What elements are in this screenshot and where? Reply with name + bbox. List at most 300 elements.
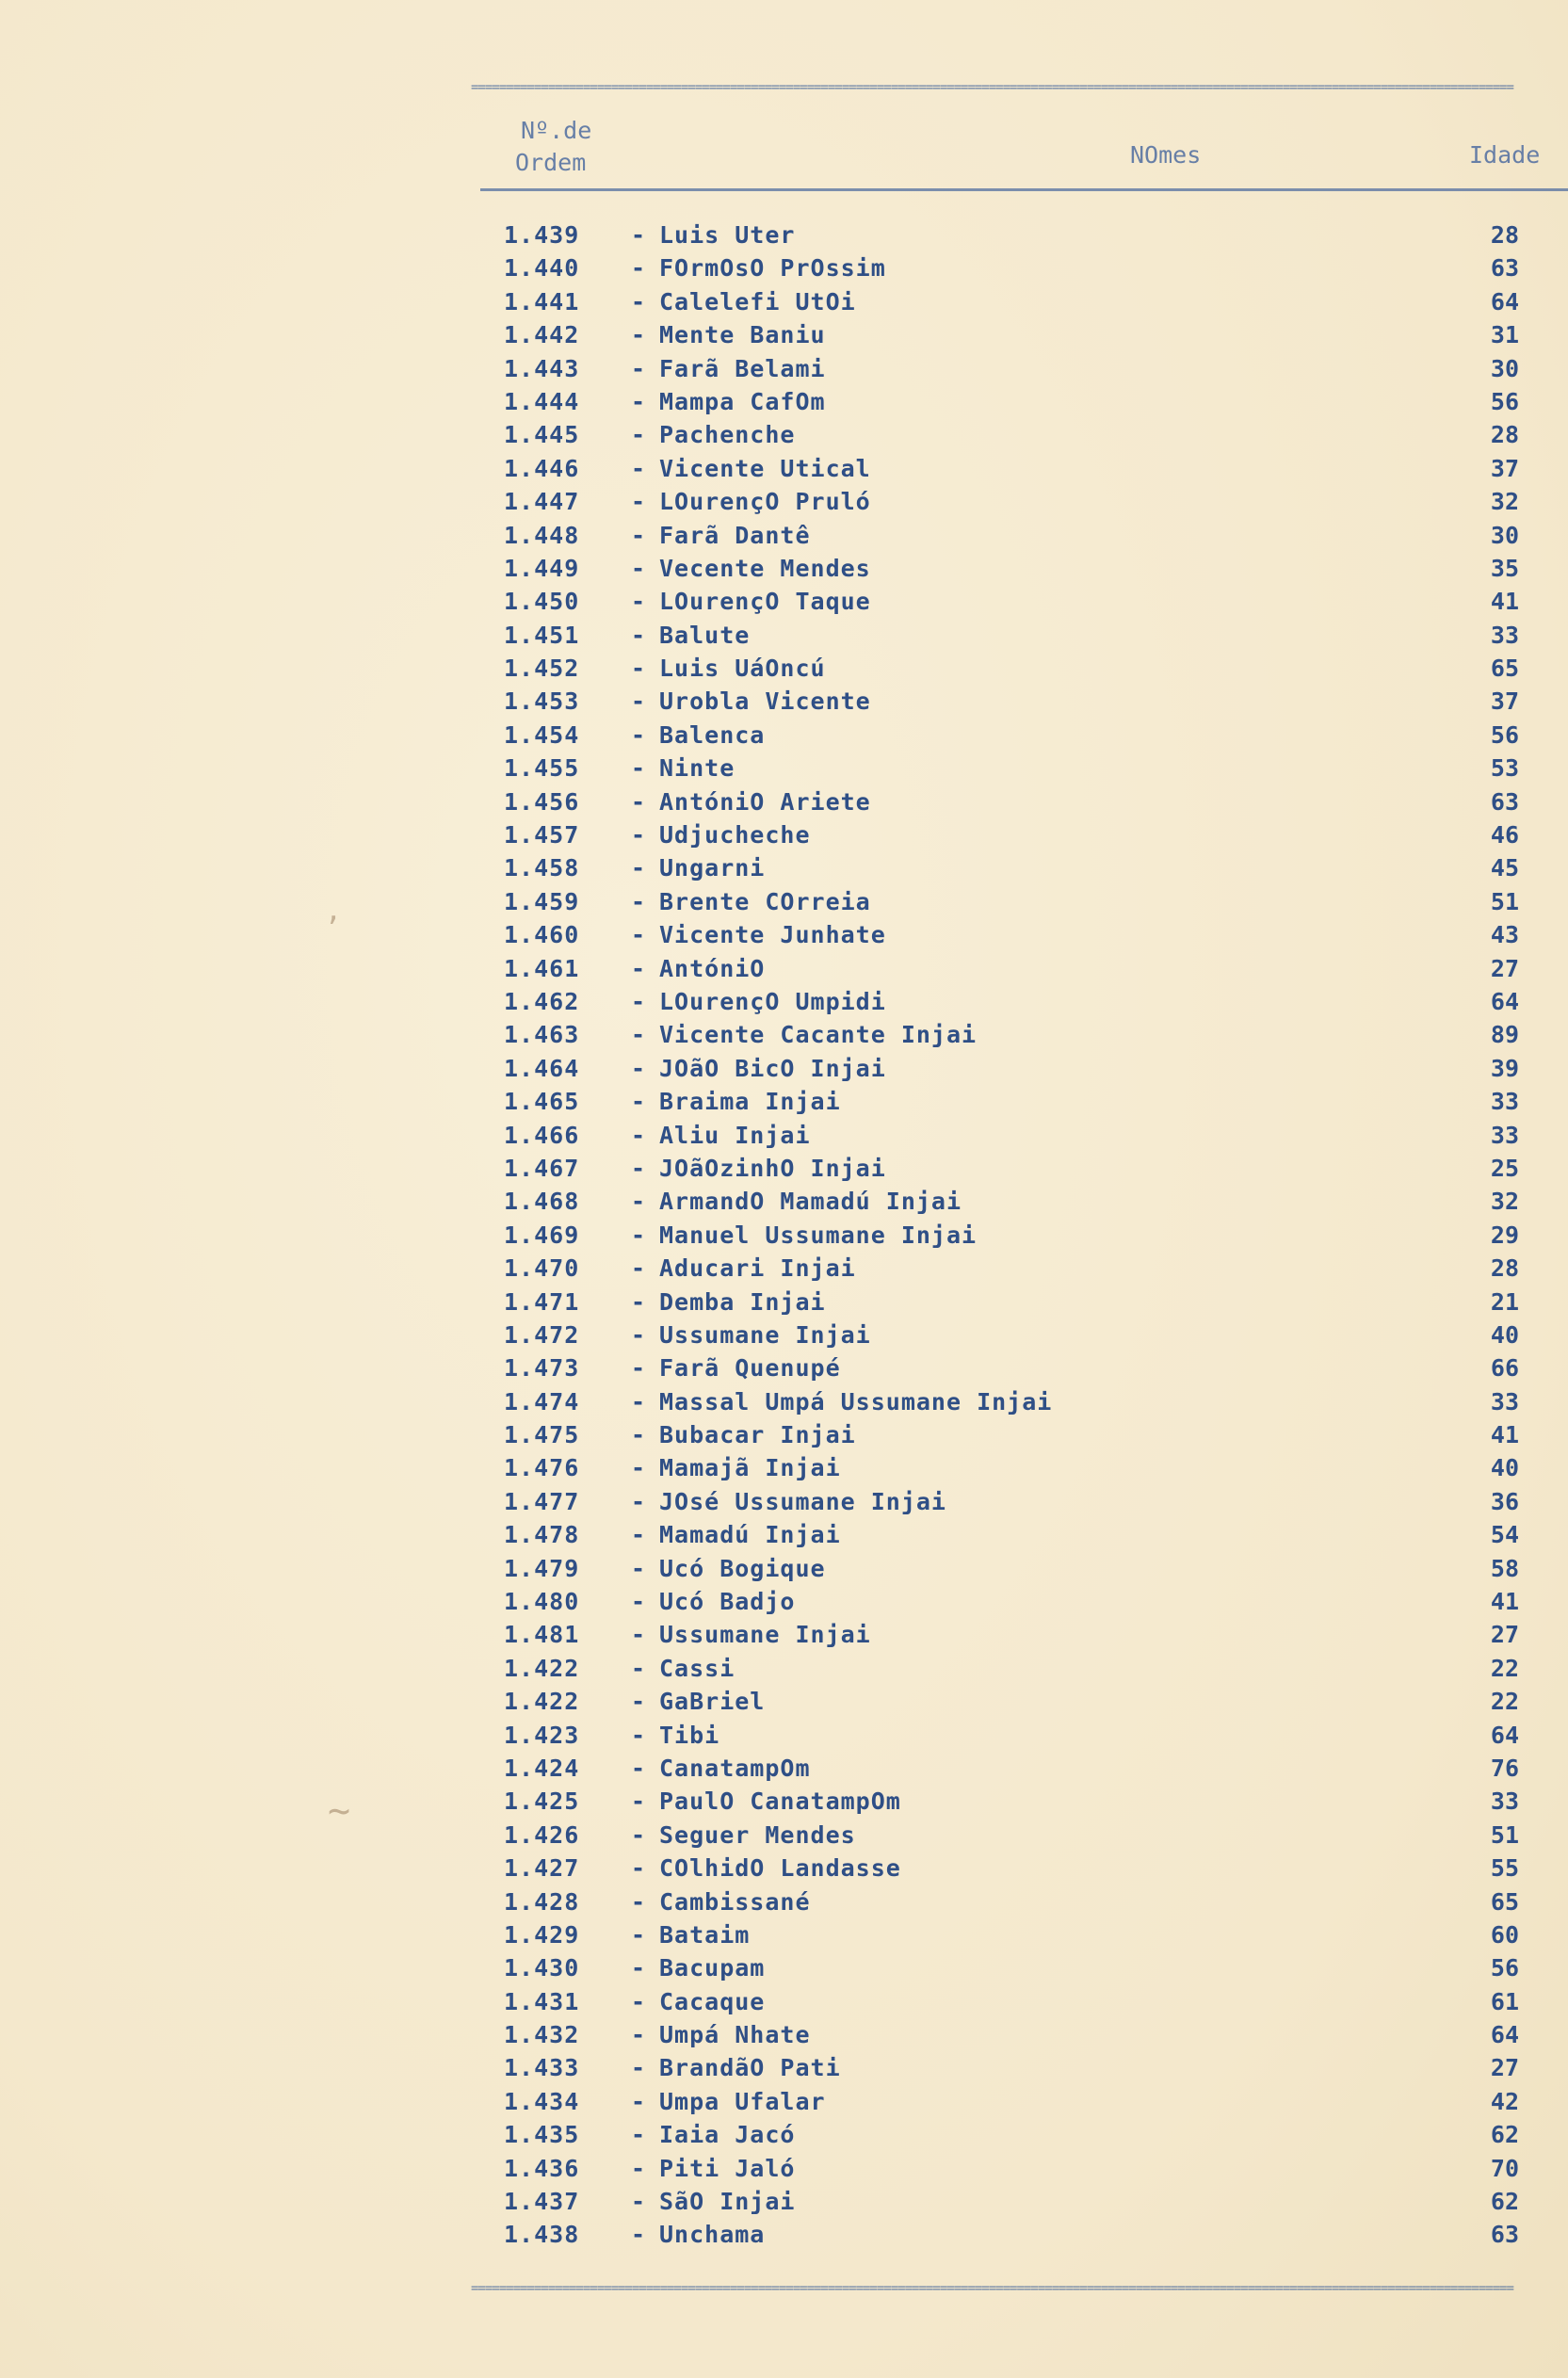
person-name: Cacaque [659, 1987, 766, 2015]
order-number: 1.430 [504, 1954, 580, 1982]
person-age: 41 [1490, 1588, 1519, 1616]
person-age: 42 [1490, 2087, 1519, 2115]
separator-dash: - [631, 655, 646, 683]
person-age: 63 [1490, 787, 1519, 816]
person-age: 36 [1490, 1487, 1519, 1515]
order-number: 1.422 [504, 1654, 580, 1682]
order-number: 1.439 [504, 221, 580, 249]
order-number: 1.458 [504, 854, 580, 882]
register-row [0, 1685, 1568, 1718]
person-age: 55 [1490, 1854, 1519, 1883]
separator-dash: - [631, 720, 646, 749]
separator-dash: - [631, 854, 646, 882]
order-number: 1.442 [504, 321, 580, 349]
order-number: 1.437 [504, 2188, 580, 2216]
separator-dash: - [631, 821, 646, 849]
person-age: 40 [1490, 1320, 1519, 1349]
person-name: Cassi [659, 1654, 736, 1682]
header-rule [480, 188, 1568, 191]
separator-dash: - [631, 1887, 646, 1916]
person-name: Ussumane Injai [659, 1320, 871, 1349]
person-name: Ucó Badjo [659, 1588, 796, 1616]
register-row [0, 1286, 1568, 1318]
register-row [0, 318, 1568, 351]
person-age: 41 [1490, 588, 1519, 616]
order-number: 1.447 [504, 488, 580, 516]
register-list [0, 218, 1568, 2252]
order-number: 1.441 [504, 287, 580, 315]
person-age: 51 [1490, 887, 1519, 915]
bottom-dashed-line: ===================================================================================================================================================== [471, 2284, 1513, 2293]
person-age: 30 [1490, 521, 1519, 549]
order-number: 1.451 [504, 621, 580, 649]
register-row [0, 1552, 1568, 1585]
register-row [0, 285, 1568, 318]
register-row [0, 918, 1568, 951]
person-age: 60 [1490, 1920, 1519, 1949]
register-row [0, 2018, 1568, 2051]
order-number: 1.432 [504, 2021, 580, 2049]
register-row [0, 1085, 1568, 1118]
order-number-header-line1: Nº.de [521, 117, 592, 144]
margin-pencil-mark: ‚ [325, 895, 343, 928]
order-number: 1.453 [504, 688, 580, 716]
separator-dash: - [631, 1121, 646, 1149]
person-name: Farã Quenupé [659, 1354, 841, 1383]
order-number: 1.466 [504, 1121, 580, 1149]
register-row [0, 1318, 1568, 1351]
person-age: 61 [1490, 1987, 1519, 2015]
separator-dash: - [631, 2188, 646, 2216]
separator-dash: - [631, 1788, 646, 1816]
separator-dash: - [631, 1088, 646, 1116]
person-name: Pachenche [659, 421, 796, 449]
separator-dash: - [631, 287, 646, 315]
order-number: 1.460 [504, 921, 580, 949]
person-name: Braima Injai [659, 1088, 841, 1116]
order-number: 1.473 [504, 1354, 580, 1383]
person-age: 64 [1490, 2021, 1519, 2049]
person-age: 25 [1490, 1154, 1519, 1182]
person-name: Mamadú Injai [659, 1521, 841, 1549]
separator-dash: - [631, 921, 646, 949]
register-row [0, 719, 1568, 752]
separator-dash: - [631, 1421, 646, 1449]
person-name: Vicente Utical [659, 454, 871, 482]
separator-dash: - [631, 1987, 646, 2015]
person-name: Luis UáOncú [659, 655, 826, 683]
person-name: LOurençO Pruló [659, 488, 871, 516]
order-number: 1.467 [504, 1154, 580, 1182]
person-age: 21 [1490, 1287, 1519, 1316]
register-row [0, 818, 1568, 851]
order-number: 1.463 [504, 1021, 580, 1049]
register-row [0, 1351, 1568, 1384]
person-name: Farã Belami [659, 354, 826, 382]
person-age: 64 [1490, 287, 1519, 315]
person-age: 22 [1490, 1654, 1519, 1682]
register-row [0, 885, 1568, 918]
person-name: Tibi [659, 1721, 720, 1749]
person-name: AntóniO [659, 954, 766, 982]
margin-pencil-squiggle: ~ [328, 1789, 351, 1833]
person-name: JOsé Ussumane Injai [659, 1487, 946, 1515]
order-number: 1.443 [504, 354, 580, 382]
register-row [0, 1618, 1568, 1651]
register-row [0, 1719, 1568, 1752]
order-number: 1.450 [504, 588, 580, 616]
separator-dash: - [631, 1354, 646, 1383]
order-number: 1.445 [504, 421, 580, 449]
person-name: BrandãO Pati [659, 2054, 841, 2082]
person-age: 56 [1490, 1954, 1519, 1982]
separator-dash: - [631, 554, 646, 582]
person-name: Balute [659, 621, 751, 649]
person-age: 37 [1490, 688, 1519, 716]
order-number: 1.435 [504, 2121, 580, 2149]
separator-dash: - [631, 2054, 646, 2082]
person-age: 22 [1490, 1688, 1519, 1716]
order-number: 1.459 [504, 887, 580, 915]
order-number: 1.468 [504, 1188, 580, 1216]
order-number-header-line2: Ordem [515, 149, 587, 176]
person-name: Umpá Nhate [659, 2021, 811, 2049]
person-name: Manuel Ussumane Injai [659, 1221, 978, 1249]
person-age: 28 [1490, 221, 1519, 249]
person-name: Mamajã Injai [659, 1454, 841, 1482]
person-age: 33 [1490, 1121, 1519, 1149]
order-number: 1.431 [504, 1987, 580, 2015]
person-age: 43 [1490, 921, 1519, 949]
order-number: 1.422 [504, 1688, 580, 1716]
register-row [0, 251, 1568, 284]
separator-dash: - [631, 421, 646, 449]
person-name: Unchama [659, 2221, 766, 2249]
person-age: 30 [1490, 354, 1519, 382]
separator-dash: - [631, 2221, 646, 2249]
separator-dash: - [631, 688, 646, 716]
person-name: FOrmOsO PrOssim [659, 254, 886, 283]
separator-dash: - [631, 1287, 646, 1316]
register-row [0, 619, 1568, 652]
person-age: 28 [1490, 1254, 1519, 1283]
order-number: 1.472 [504, 1320, 580, 1349]
person-name: Cambissané [659, 1887, 811, 1916]
register-row [0, 652, 1568, 685]
separator-dash: - [631, 787, 646, 816]
person-name: Vicente Cacante Injai [659, 1021, 978, 1049]
person-name: PaulO CanatampOm [659, 1788, 901, 1816]
order-number: 1.469 [504, 1221, 580, 1249]
separator-dash: - [631, 1954, 646, 1982]
person-age: 58 [1490, 1554, 1519, 1582]
order-number: 1.433 [504, 2054, 580, 2082]
register-row [0, 1185, 1568, 1218]
separator-dash: - [631, 887, 646, 915]
order-number: 1.464 [504, 1054, 580, 1082]
person-age: 70 [1490, 2154, 1519, 2182]
person-name: Vecente Mendes [659, 554, 871, 582]
register-row [0, 1652, 1568, 1685]
person-age: 37 [1490, 454, 1519, 482]
order-number: 1.427 [504, 1854, 580, 1883]
register-row [0, 1885, 1568, 1918]
order-number: 1.434 [504, 2087, 580, 2115]
person-name: Seguer Mendes [659, 1820, 856, 1849]
register-row [0, 1485, 1568, 1518]
person-age: 62 [1490, 2121, 1519, 2149]
person-age: 63 [1490, 254, 1519, 283]
register-row [0, 2085, 1568, 2118]
register-row [0, 585, 1568, 618]
person-age: 27 [1490, 2054, 1519, 2082]
order-number: 1.446 [504, 454, 580, 482]
person-name: Aliu Injai [659, 1121, 811, 1149]
register-row [0, 2218, 1568, 2251]
order-number: 1.429 [504, 1920, 580, 1949]
person-age: 56 [1490, 387, 1519, 415]
person-name: Brente COrreia [659, 887, 871, 915]
register-row [0, 1518, 1568, 1551]
separator-dash: - [631, 1021, 646, 1049]
separator-dash: - [631, 1054, 646, 1082]
register-row [0, 952, 1568, 985]
person-name: CanatampOm [659, 1754, 811, 1782]
register-row [0, 1819, 1568, 1852]
separator-dash: - [631, 1387, 646, 1415]
register-row [0, 1585, 1568, 1618]
person-age: 29 [1490, 1221, 1519, 1249]
register-row [0, 1252, 1568, 1285]
register-row [0, 2185, 1568, 2218]
register-row [0, 685, 1568, 718]
register-row [0, 519, 1568, 552]
order-number: 1.426 [504, 1820, 580, 1849]
order-number: 1.444 [504, 387, 580, 415]
person-name: Mente Baniu [659, 321, 826, 349]
person-name: LOurençO Umpidi [659, 987, 886, 1015]
separator-dash: - [631, 1154, 646, 1182]
separator-dash: - [631, 521, 646, 549]
order-number: 1.465 [504, 1088, 580, 1116]
separator-dash: - [631, 1320, 646, 1349]
person-name: AntóniO Ariete [659, 787, 871, 816]
person-age: 56 [1490, 720, 1519, 749]
person-age: 33 [1490, 1788, 1519, 1816]
person-age: 32 [1490, 1188, 1519, 1216]
person-age: 53 [1490, 754, 1519, 783]
order-number: 1.461 [504, 954, 580, 982]
person-name: Iaia Jacó [659, 2121, 796, 2149]
separator-dash: - [631, 954, 646, 982]
order-number: 1.470 [504, 1254, 580, 1283]
person-age: 66 [1490, 1354, 1519, 1383]
order-number: 1.462 [504, 987, 580, 1015]
order-number: 1.457 [504, 821, 580, 849]
separator-dash: - [631, 2087, 646, 2115]
person-age: 62 [1490, 2188, 1519, 2216]
register-row [0, 352, 1568, 385]
order-number: 1.455 [504, 754, 580, 783]
order-number: 1.436 [504, 2154, 580, 2182]
person-age: 39 [1490, 1054, 1519, 1082]
person-age: 89 [1490, 1021, 1519, 1049]
person-age: 46 [1490, 821, 1519, 849]
separator-dash: - [631, 1588, 646, 1616]
person-name: Piti Jaló [659, 2154, 796, 2182]
separator-dash: - [631, 387, 646, 415]
register-row [0, 1219, 1568, 1252]
separator-dash: - [631, 1920, 646, 1949]
register-row [0, 1752, 1568, 1785]
separator-dash: - [631, 1454, 646, 1482]
person-name: JOãOzinhO Injai [659, 1154, 886, 1182]
order-number: 1.423 [504, 1721, 580, 1749]
register-row [0, 1119, 1568, 1152]
separator-dash: - [631, 2121, 646, 2149]
register-row [0, 851, 1568, 884]
register-row [0, 1918, 1568, 1951]
register-row [0, 1052, 1568, 1085]
order-number: 1.454 [504, 720, 580, 749]
separator-dash: - [631, 454, 646, 482]
order-number: 1.438 [504, 2221, 580, 2249]
order-number: 1.481 [504, 1621, 580, 1649]
register-row [0, 1985, 1568, 2018]
order-number: 1.479 [504, 1554, 580, 1582]
person-name: Farã Dantê [659, 521, 811, 549]
order-number: 1.476 [504, 1454, 580, 1482]
person-name: Bubacar Injai [659, 1421, 856, 1449]
register-row [0, 2152, 1568, 2185]
register-row [0, 1951, 1568, 1984]
person-name: LOurençO Taque [659, 588, 871, 616]
person-age: 64 [1490, 1721, 1519, 1749]
order-number: 1.424 [504, 1754, 580, 1782]
person-name: Massal Umpá Ussumane Injai [659, 1387, 1053, 1415]
person-age: 51 [1490, 1820, 1519, 1849]
register-row [0, 2051, 1568, 2084]
person-age: 64 [1490, 987, 1519, 1015]
person-name: SãO Injai [659, 2188, 796, 2216]
person-age: 41 [1490, 1421, 1519, 1449]
person-name: Mampa CafOm [659, 387, 826, 415]
person-age: 35 [1490, 554, 1519, 582]
register-row [0, 785, 1568, 818]
person-age: 33 [1490, 1387, 1519, 1415]
register-row [0, 985, 1568, 1018]
person-age: 65 [1490, 655, 1519, 683]
register-row [0, 1018, 1568, 1051]
person-name: Vicente Junhate [659, 921, 886, 949]
separator-dash: - [631, 1621, 646, 1649]
order-number: 1.440 [504, 254, 580, 283]
order-number: 1.471 [504, 1287, 580, 1316]
register-row [0, 418, 1568, 451]
person-age: 33 [1490, 1088, 1519, 1116]
register-row [0, 452, 1568, 485]
register-row [0, 485, 1568, 518]
person-name: JOãO BicO Injai [659, 1054, 886, 1082]
order-number: 1.448 [504, 521, 580, 549]
register-row [0, 1385, 1568, 1418]
register-row [0, 552, 1568, 585]
separator-dash: - [631, 987, 646, 1015]
person-age: 31 [1490, 321, 1519, 349]
person-age: 63 [1490, 2221, 1519, 2249]
person-name: Bacupam [659, 1954, 766, 1982]
order-number: 1.477 [504, 1487, 580, 1515]
separator-dash: - [631, 1854, 646, 1883]
register-row [0, 1152, 1568, 1185]
person-name: Bataim [659, 1920, 751, 1949]
separator-dash: - [631, 754, 646, 783]
separator-dash: - [631, 1554, 646, 1582]
separator-dash: - [631, 254, 646, 283]
separator-dash: - [631, 621, 646, 649]
separator-dash: - [631, 1654, 646, 1682]
separator-dash: - [631, 1188, 646, 1216]
register-row [0, 752, 1568, 785]
order-number: 1.428 [504, 1887, 580, 1916]
order-number: 1.475 [504, 1421, 580, 1449]
person-age: 65 [1490, 1887, 1519, 1916]
person-age: 32 [1490, 488, 1519, 516]
person-name: Ucó Bogique [659, 1554, 826, 1582]
separator-dash: - [631, 1754, 646, 1782]
separator-dash: - [631, 2154, 646, 2182]
person-name: Umpa Ufalar [659, 2087, 826, 2115]
names-column-header: NOmes [1130, 141, 1202, 169]
person-name: Demba Injai [659, 1287, 826, 1316]
person-age: 28 [1490, 421, 1519, 449]
order-number: 1.456 [504, 787, 580, 816]
person-name: Udjucheche [659, 821, 811, 849]
order-number: 1.452 [504, 655, 580, 683]
register-row [0, 1852, 1568, 1885]
separator-dash: - [631, 1688, 646, 1716]
register-row [0, 1785, 1568, 1818]
order-number: 1.474 [504, 1387, 580, 1415]
person-age: 76 [1490, 1754, 1519, 1782]
top-dashed-line: ===================================================================================================================================================== [471, 83, 1513, 92]
order-number: 1.449 [504, 554, 580, 582]
register-row [0, 218, 1568, 251]
separator-dash: - [631, 321, 646, 349]
person-name: Luis Uter [659, 221, 796, 249]
separator-dash: - [631, 1487, 646, 1515]
person-name: Balenca [659, 720, 766, 749]
person-name: Ungarni [659, 854, 766, 882]
person-name: COlhidO Landasse [659, 1854, 901, 1883]
separator-dash: - [631, 2021, 646, 2049]
register-row [0, 1418, 1568, 1451]
order-number: 1.425 [504, 1788, 580, 1816]
person-name: Urobla Vicente [659, 688, 871, 716]
person-age: 27 [1490, 954, 1519, 982]
register-row [0, 385, 1568, 418]
person-name: Aducari Injai [659, 1254, 856, 1283]
separator-dash: - [631, 1521, 646, 1549]
separator-dash: - [631, 1254, 646, 1283]
person-name: GaBriel [659, 1688, 766, 1716]
register-row [0, 2118, 1568, 2151]
order-number: 1.480 [504, 1588, 580, 1616]
person-name: Ninte [659, 754, 736, 783]
register-row [0, 1451, 1568, 1484]
separator-dash: - [631, 354, 646, 382]
person-age: 40 [1490, 1454, 1519, 1482]
